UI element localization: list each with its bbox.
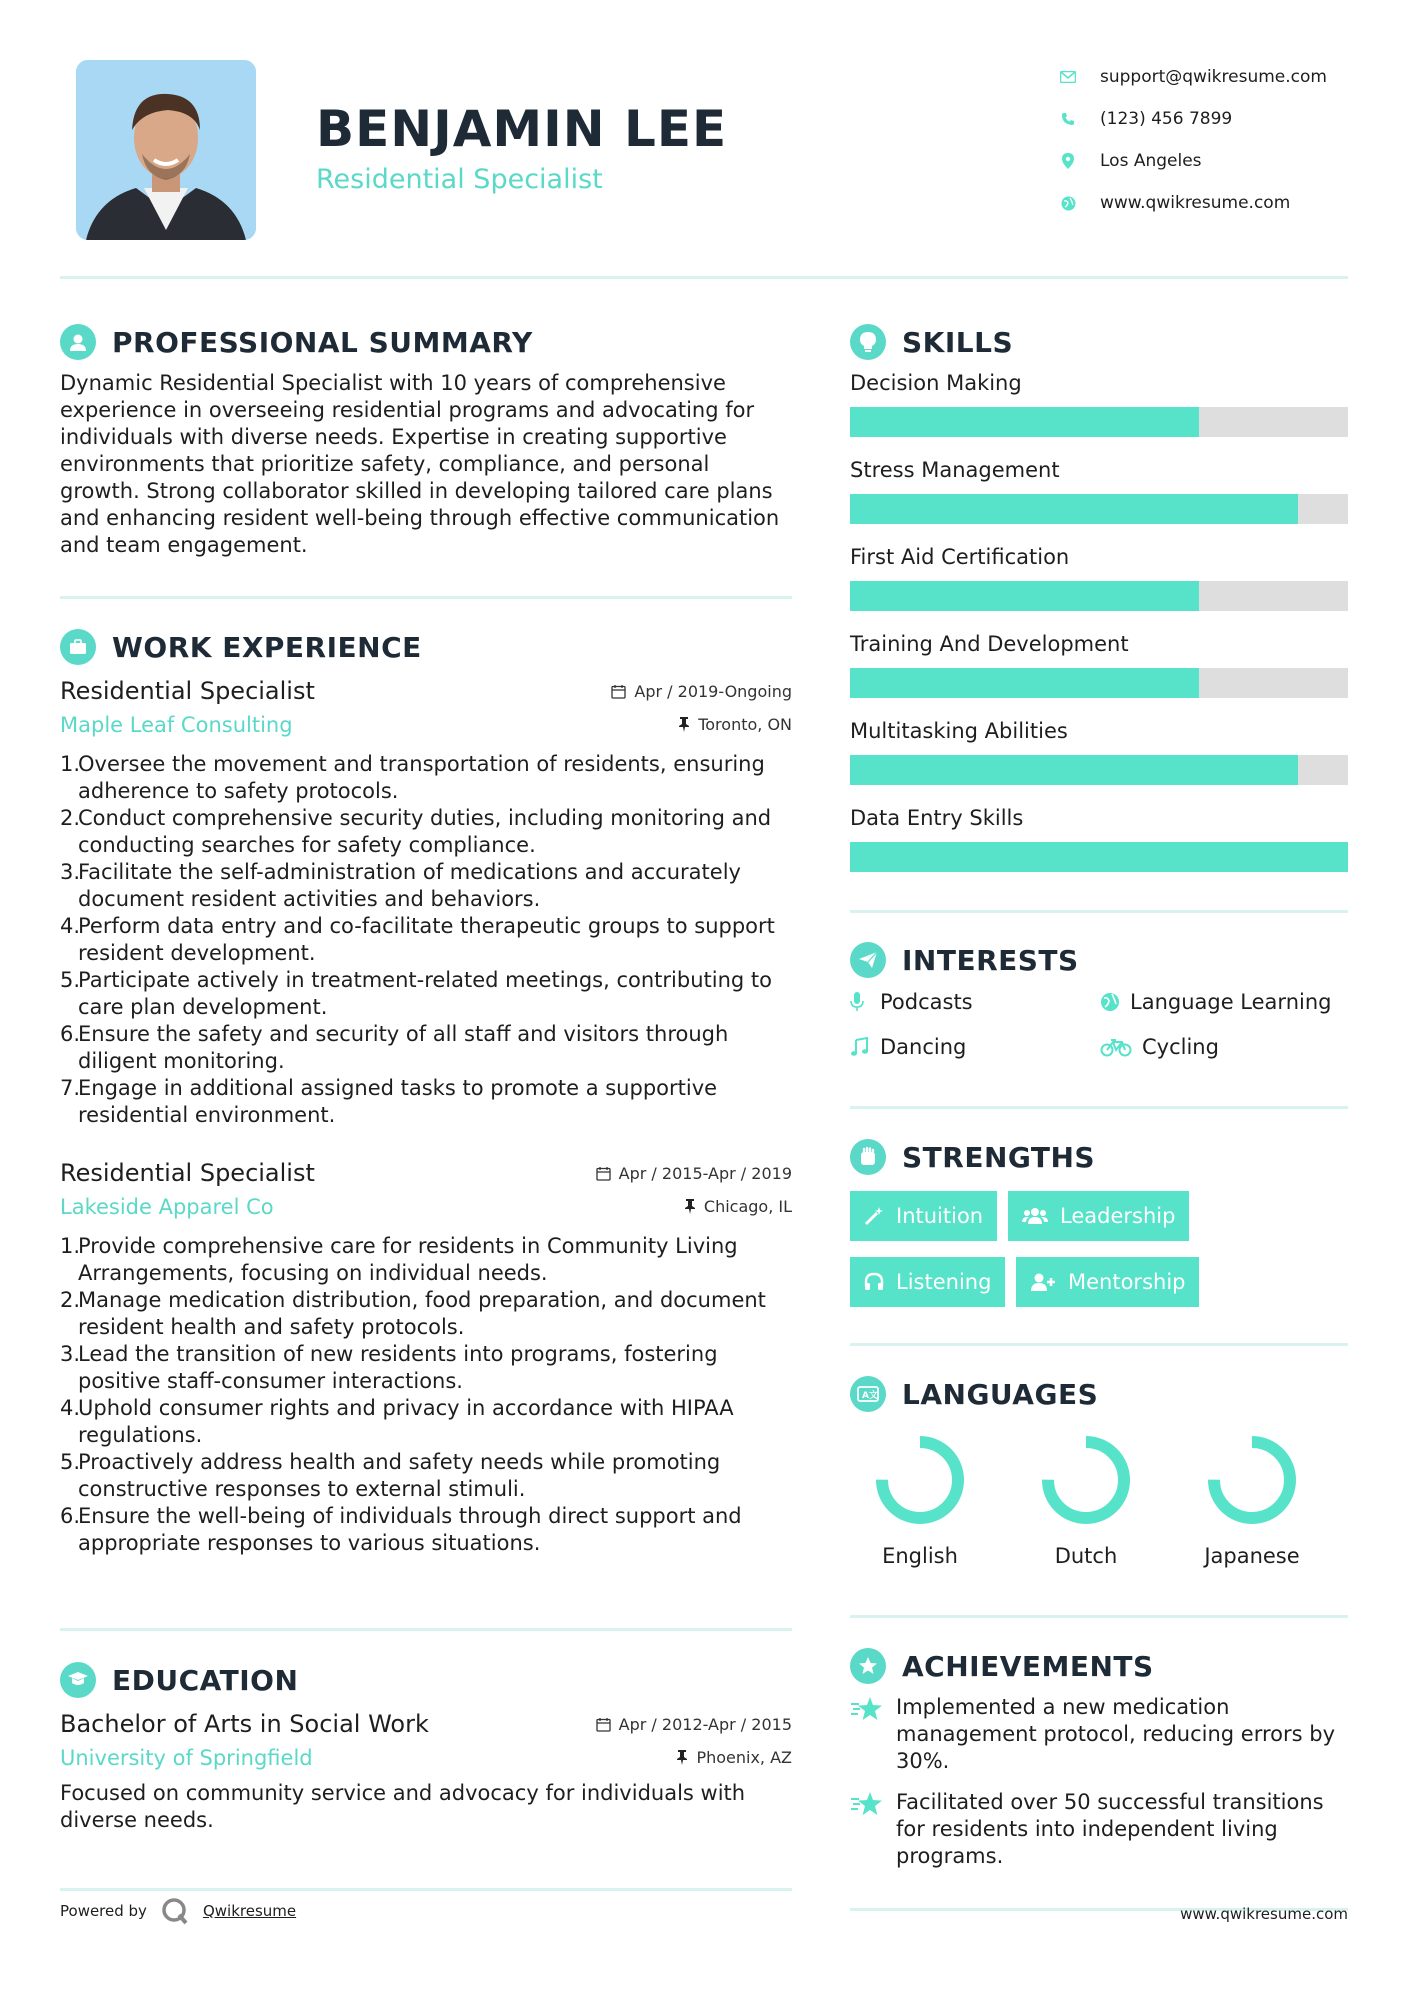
education-header — [60, 1710, 792, 1738]
candidate-name: BENJAMIN LEE — [316, 100, 728, 158]
list-item: 1. Provide comprehensive care for residents in Community Living Arrangements, focusing on individual needs. — [60, 1234, 738, 1285]
briefcase-icon — [60, 629, 96, 665]
job-subheader — [60, 713, 792, 737]
star-icon — [850, 1789, 896, 1870]
pushpin-icon — [684, 1199, 696, 1214]
skill-fill — [850, 755, 1298, 785]
job-subheader — [60, 1195, 792, 1219]
skill-label: Decision Making — [850, 371, 1022, 395]
qwikresume-link[interactable]: Qwikresume — [202, 1902, 297, 1920]
skills-title: SKILLS — [902, 325, 1014, 359]
education-title: EDUCATION — [112, 1663, 299, 1697]
music-note-icon — [850, 1037, 880, 1057]
phone-icon — [1056, 107, 1080, 131]
headphones-icon — [864, 1272, 884, 1292]
contact-phone[interactable] — [1056, 98, 1376, 140]
language-ring — [1036, 1430, 1136, 1530]
users-icon — [1022, 1206, 1048, 1226]
lightbulb-icon — [850, 324, 886, 360]
job-title: Residential Specialist — [60, 677, 315, 705]
skill-item — [850, 370, 1348, 437]
work-divider — [60, 1628, 792, 1631]
interests-divider — [850, 1106, 1348, 1109]
achievement-text: Implemented a new medication management protocol, reducing errors by 30%. — [896, 1695, 1336, 1773]
skill-fill — [850, 494, 1298, 524]
list-item: 3. Lead the transition of new residents into programs, fostering positive staff-consumer interactions. — [60, 1342, 718, 1393]
job-location — [684, 1197, 792, 1216]
job-header — [60, 1159, 792, 1187]
strength-chip — [850, 1191, 997, 1241]
strengths-divider — [850, 1343, 1348, 1346]
pushpin-icon — [676, 1750, 688, 1765]
job-location-text: Toronto, ON — [698, 715, 792, 734]
achievements-title: ACHIEVEMENTS — [902, 1649, 1154, 1683]
contact-email-text: support@qwikresume.com — [1100, 67, 1327, 87]
language-item — [1182, 1430, 1322, 1568]
skills-section — [850, 322, 1348, 892]
contact-email[interactable] — [1056, 56, 1376, 98]
strength-chip — [1008, 1191, 1189, 1241]
languages-divider — [850, 1615, 1348, 1618]
education-location-text: Phoenix, AZ — [696, 1748, 792, 1767]
job-header — [60, 677, 792, 705]
work-heading — [60, 627, 792, 667]
contact-phone-text: (123) 456 7899 — [1100, 109, 1233, 129]
job-date — [596, 1164, 792, 1183]
education-date-text: Apr / 2012-Apr / 2015 — [618, 1715, 792, 1734]
skills-list — [850, 370, 1348, 872]
list-item: 5. Proactively address health and safety needs while promoting constructive responses to external stimuli. — [60, 1450, 721, 1501]
interest-label: Cycling — [1142, 1035, 1219, 1059]
education-subheader — [60, 1746, 792, 1770]
language-label: Japanese — [1204, 1544, 1300, 1568]
job-bullets — [60, 1233, 792, 1557]
skill-label: Stress Management — [850, 458, 1060, 482]
achievements-section — [850, 1646, 1348, 1686]
user-icon — [60, 324, 96, 360]
bicycle-icon — [1100, 1037, 1142, 1057]
qwikresume-logo-icon — [161, 1897, 189, 1925]
achievement-text: Facilitated over 50 successful transitions for residents into independent living programs. — [896, 1790, 1324, 1868]
languages-section — [850, 1374, 1348, 1584]
education-heading — [60, 1660, 792, 1700]
contact-website[interactable] — [1056, 182, 1376, 224]
education-degree: Bachelor of Arts in Social Work — [60, 1710, 429, 1738]
skill-label: First Aid Certification — [850, 545, 1070, 569]
star-icon — [850, 1694, 896, 1775]
strength-chip — [850, 1257, 1005, 1307]
envelope-icon — [1056, 65, 1080, 89]
contact-location-text: Los Angeles — [1100, 151, 1202, 171]
list-item: 2. Manage medication distribution, food preparation, and document resident health and safety protocols. — [60, 1288, 766, 1339]
skill-item — [850, 805, 1348, 872]
contact-website-text: www.qwikresume.com — [1100, 193, 1291, 213]
interest-language-learning — [1100, 990, 1331, 1014]
svg-text:文: 文 — [869, 1391, 879, 1401]
skill-bar — [850, 581, 1348, 611]
contact-location — [1056, 140, 1376, 182]
skill-label: Training And Development — [850, 632, 1129, 656]
skills-heading — [850, 322, 1348, 362]
strengths-section — [850, 1137, 1348, 1307]
strength-label: Leadership — [1060, 1204, 1176, 1228]
candidate-title: Residential Specialist — [316, 164, 603, 195]
skill-fill — [850, 668, 1199, 698]
job-date-text: Apr / 2019-Ongoing — [634, 682, 792, 701]
calendar-icon — [596, 1166, 611, 1181]
strengths-heading — [850, 1137, 1348, 1177]
fist-icon — [850, 1139, 886, 1175]
education-school: University of Springfield — [60, 1746, 313, 1770]
svg-text:A: A — [862, 1391, 869, 1401]
list-item: 4. Perform data entry and co-facilitate therapeutic groups to support resident development. — [60, 914, 775, 965]
summary-heading — [60, 322, 795, 362]
skill-item — [850, 718, 1348, 785]
magic-wand-icon — [864, 1206, 884, 1226]
paper-plane-icon — [850, 942, 886, 978]
translate-icon — [850, 1376, 886, 1412]
language-label: English — [882, 1544, 958, 1568]
job-date-text: Apr / 2015-Apr / 2019 — [618, 1164, 792, 1183]
skill-bar — [850, 407, 1348, 437]
job-bullets — [60, 751, 792, 1129]
interest-dancing — [850, 1035, 966, 1059]
list-item: 4. Uphold consumer rights and privacy in accordance with HIPAA regulations. — [60, 1396, 734, 1447]
skill-bar — [850, 755, 1348, 785]
strength-label: Mentorship — [1068, 1270, 1186, 1294]
skill-bar — [850, 668, 1348, 698]
strengths-title: STRENGTHS — [902, 1140, 1096, 1174]
skill-fill — [850, 842, 1348, 872]
job-title: Residential Specialist — [60, 1159, 315, 1187]
summary-text: Dynamic Residential Specialist with 10 years of comprehensive experience in overseeing residential programs and advocating for individuals with diverse needs. Expertise in creating supportive environments that prioritize safety, compliance, and personal growth. Strong collaborator skilled in developing tailored care plans and enhancing resident well-being through effective communication and team engagement. — [60, 371, 780, 557]
skills-divider — [850, 910, 1348, 913]
interest-label: Podcasts — [880, 990, 973, 1014]
profile-photo — [76, 60, 256, 240]
user-plus-icon — [1030, 1272, 1056, 1292]
interest-label: Language Learning — [1130, 990, 1332, 1014]
job-company: Maple Leaf Consulting — [60, 713, 293, 737]
graduate-icon — [60, 1662, 96, 1698]
skill-fill — [850, 581, 1199, 611]
strength-chip — [1016, 1257, 1199, 1307]
pushpin-icon — [678, 717, 690, 732]
calendar-icon — [596, 1717, 611, 1732]
skill-item — [850, 457, 1348, 524]
language-label: Dutch — [1054, 1544, 1118, 1568]
achievements-heading — [850, 1646, 1348, 1686]
list-item: 3. Facilitate the self-administration of medications and accurately document resident activities and behaviors. — [60, 860, 741, 911]
list-item: 1. Oversee the movement and transportation of residents, ensuring adherence to safety protocols. — [60, 752, 765, 803]
interest-podcasts — [850, 990, 973, 1014]
interests-section — [850, 940, 1348, 1080]
skill-item — [850, 544, 1348, 611]
interest-cycling — [1100, 1035, 1219, 1059]
footer-powered — [60, 1897, 296, 1925]
job-company: Lakeside Apparel Co — [60, 1195, 274, 1219]
education-location — [676, 1748, 792, 1767]
skill-bar — [850, 494, 1348, 524]
summary-divider — [60, 596, 792, 599]
footer-website[interactable]: www.qwikresume.com — [1180, 1905, 1348, 1923]
globe-icon — [1100, 992, 1130, 1012]
languages-title: LANGUAGES — [902, 1377, 1099, 1411]
interest-label: Dancing — [880, 1035, 967, 1059]
list-item: 5. Participate actively in treatment-related meetings, contributing to care plan development. — [60, 968, 772, 1019]
list-item: 7. Engage in additional assigned tasks to promote a supportive residential environment. — [60, 1076, 718, 1127]
interests-title: INTERESTS — [902, 943, 1079, 977]
powered-by-text: Powered by — [60, 1902, 147, 1920]
education-description: Focused on community service and advocacy for individuals with diverse needs. — [60, 1781, 746, 1832]
job-entry — [60, 677, 792, 1129]
job-date — [611, 682, 792, 701]
job-location — [678, 715, 792, 734]
job-entry — [60, 1159, 792, 1557]
skill-label: Multitasking Abilities — [850, 719, 1068, 743]
education-date — [596, 1715, 792, 1734]
language-item — [850, 1430, 990, 1568]
star-badge-icon — [850, 1648, 886, 1684]
microphone-icon — [850, 992, 880, 1012]
skill-label: Data Entry Skills — [850, 806, 1024, 830]
list-item: 6. Ensure the safety and security of all staff and visitors through diligent monitoring. — [60, 1022, 729, 1073]
languages-heading — [850, 1374, 1348, 1414]
interests-heading — [850, 940, 1348, 980]
contact-info — [1056, 56, 1376, 224]
job-location-text: Chicago, IL — [703, 1197, 792, 1216]
summary-title: PROFESSIONAL SUMMARY — [112, 325, 533, 359]
skill-bar — [850, 842, 1348, 872]
globe-icon — [1056, 191, 1080, 215]
education-section — [60, 1660, 792, 1834]
achievement-item — [850, 1694, 1348, 1775]
language-ring — [870, 1430, 970, 1530]
header-divider — [60, 276, 1348, 279]
summary-section — [60, 322, 795, 559]
achievement-item — [850, 1789, 1348, 1870]
list-item: 2. Conduct comprehensive security duties, including monitoring and conducting searches for safety compliance. — [60, 806, 772, 857]
list-item: 6. Ensure the well-being of individuals through direct support and appropriate responses to various situations. — [60, 1504, 742, 1555]
work-section — [60, 627, 792, 1557]
calendar-icon — [611, 684, 626, 699]
work-title: WORK EXPERIENCE — [112, 630, 422, 664]
strength-label: Intuition — [896, 1204, 984, 1228]
skill-item — [850, 631, 1348, 698]
skill-fill — [850, 407, 1199, 437]
map-pin-icon — [1056, 149, 1080, 173]
language-ring — [1202, 1430, 1302, 1530]
education-divider — [60, 1888, 792, 1891]
language-item — [1016, 1430, 1156, 1568]
strength-label: Listening — [896, 1270, 992, 1294]
